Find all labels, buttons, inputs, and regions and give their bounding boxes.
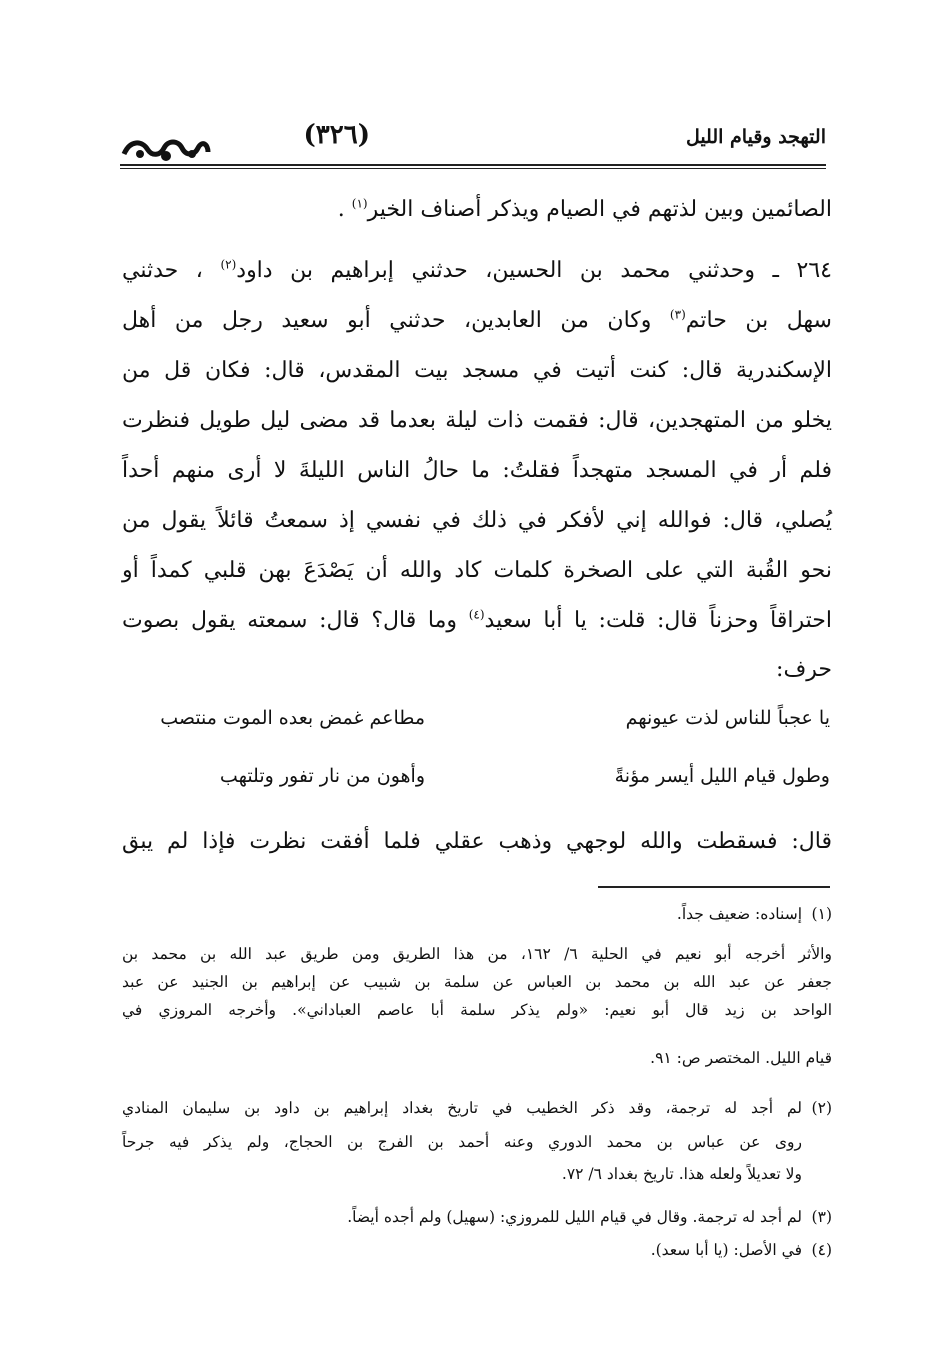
- footnote-number: (٤): [811, 1241, 832, 1259]
- footnote-1-line-4: الواحد بن زيد قال أبو نعيم: «ولم يذكر سلمة أبا عاصم العباداني». وأخرجه المروزي في: [122, 1001, 832, 1019]
- body-text: ٢٦٤ ـ وحدثني محمد بن الحسين، حدثني إبراهيم بن داود: [236, 258, 832, 283]
- footnote-2-line-3: ولا تعديلاً ولعله هذا. تاريخ بغداد ٦/ ٧٢.: [561, 1165, 802, 1183]
- header-ornament-icon: [120, 134, 212, 164]
- footnote-text: لم أجد له ترجمة، وقد ذكر الخطيب في تاريخ بغداد إبراهيم بن داود بن سليمان المنادي: [122, 1099, 802, 1117]
- footnote-4: [122, 1236, 832, 1264]
- verse-2-first-hemistich: وطول قيام الليل أيسر مؤنةً: [614, 765, 830, 787]
- footnote-1-line-3: جعفر عن عبد الله بن محمد بن العباس عن سلمة بن شبيب عن إبراهيم بن الجنيد عن عبد: [122, 973, 832, 991]
- body-line-5: يخلو من المتهجدين، قال: فقمت ذات ليلة بعدما قد مضى ليل طويل فنظرت: [122, 408, 832, 433]
- body-line-7: يُصلي، قال: فوالله إني لأفكر في ذلك في نفسي إذ سمعتُ قائلاً يقول من: [122, 508, 832, 533]
- footnote-1: [122, 900, 832, 928]
- body-line-2: [122, 247, 832, 295]
- footnote-text: في الأصل: (يا أبا سعد).: [650, 1241, 802, 1259]
- verse-2-second-hemistich: وأهون من نار تفور وتلتهب: [219, 765, 425, 787]
- body-text: وكان من العابدين، حدثني أبو سعيد رجل من أهل: [122, 308, 670, 333]
- page-header: [120, 112, 826, 180]
- footnote-separator: [598, 886, 830, 888]
- footnote-marker-2: (٢): [220, 257, 237, 272]
- body-line-3: [122, 297, 832, 345]
- body-line-8: نحو القُبة التي على الصخرة كلمات كاد والله أن يَصْدَعَ بهن قلبي كمداً أو: [122, 558, 832, 583]
- footnote-text: إسناده: ضعيف جداً.: [676, 905, 802, 923]
- footnote-3: [122, 1203, 832, 1231]
- header-rule: [120, 164, 826, 166]
- body-line-4: الإسكندرية قال: كنت أتيت في مسجد بيت المقدس، قال: فكان قل من: [122, 358, 832, 383]
- body-line-9: [122, 597, 832, 645]
- running-title: التهجد وقيام الليل: [685, 126, 826, 148]
- footnote-number: (٢): [811, 1099, 832, 1117]
- body-line-1: [122, 186, 832, 234]
- footnote-2: [122, 1094, 832, 1122]
- body-line-10: حرف:: [776, 657, 832, 682]
- body-text: .: [337, 197, 345, 222]
- footnote-2-line-2: روى عن عباس بن محمد الدوري وعنه أحمد بن الفرج بن الحجاج، ولم يذكر فيه جرحاً: [122, 1133, 802, 1151]
- body-text: وما قال؟ قال: سمعته يقول بصوت: [122, 608, 469, 633]
- header-rule-thin: [120, 168, 826, 169]
- footnote-text: لم أجد له ترجمة. وقال في قيام الليل للمروزي: (سهيل) ولم أجده أيضاً.: [347, 1208, 802, 1226]
- verse-1-first-hemistich: يا عجباً للناس لذت عيونهم: [625, 707, 830, 729]
- footnote-1-line-2: والأثر أخرجه أبو نعيم في الحلية ٦/ ١٦٢، من هذا الطريق ومن طريق عبد الله بن محمد بن: [122, 945, 832, 963]
- footnote-1-line-5: قيام الليل. المختصر ص: ٩١.: [650, 1049, 832, 1067]
- body-text: احتراقاً وحزناً قال: قلت: يا أبا سعيد: [484, 608, 832, 633]
- footnote-marker-1: (١): [351, 196, 368, 211]
- verse-1-second-hemistich: مطاعم غمض بعده الموت منتصب: [160, 707, 425, 729]
- page-number: (٣٢٦): [303, 120, 370, 150]
- footnote-number: (١): [811, 905, 832, 923]
- body-text: سهل بن حاتم: [685, 308, 832, 333]
- footnote-marker-4: (٤): [468, 607, 485, 622]
- body-line-6: فلم أر في المسجد متهجداً فقلتُ: ما حالُ الناس الليلةَ لا أرى منهم أحداً: [122, 458, 832, 483]
- body-text: ، حدثني: [122, 258, 203, 283]
- body-text: الصائمين وبين لذتهم في الصيام ويذكر أصناف الخير: [367, 197, 832, 222]
- footnote-number: (٣): [811, 1208, 832, 1226]
- footnote-marker-3: (٣): [669, 307, 686, 322]
- body-line-last: قال: فسقطت والله لوجهي وذهب عقلي فلما أفقت نظرت فإذا لم يبق: [122, 829, 832, 854]
